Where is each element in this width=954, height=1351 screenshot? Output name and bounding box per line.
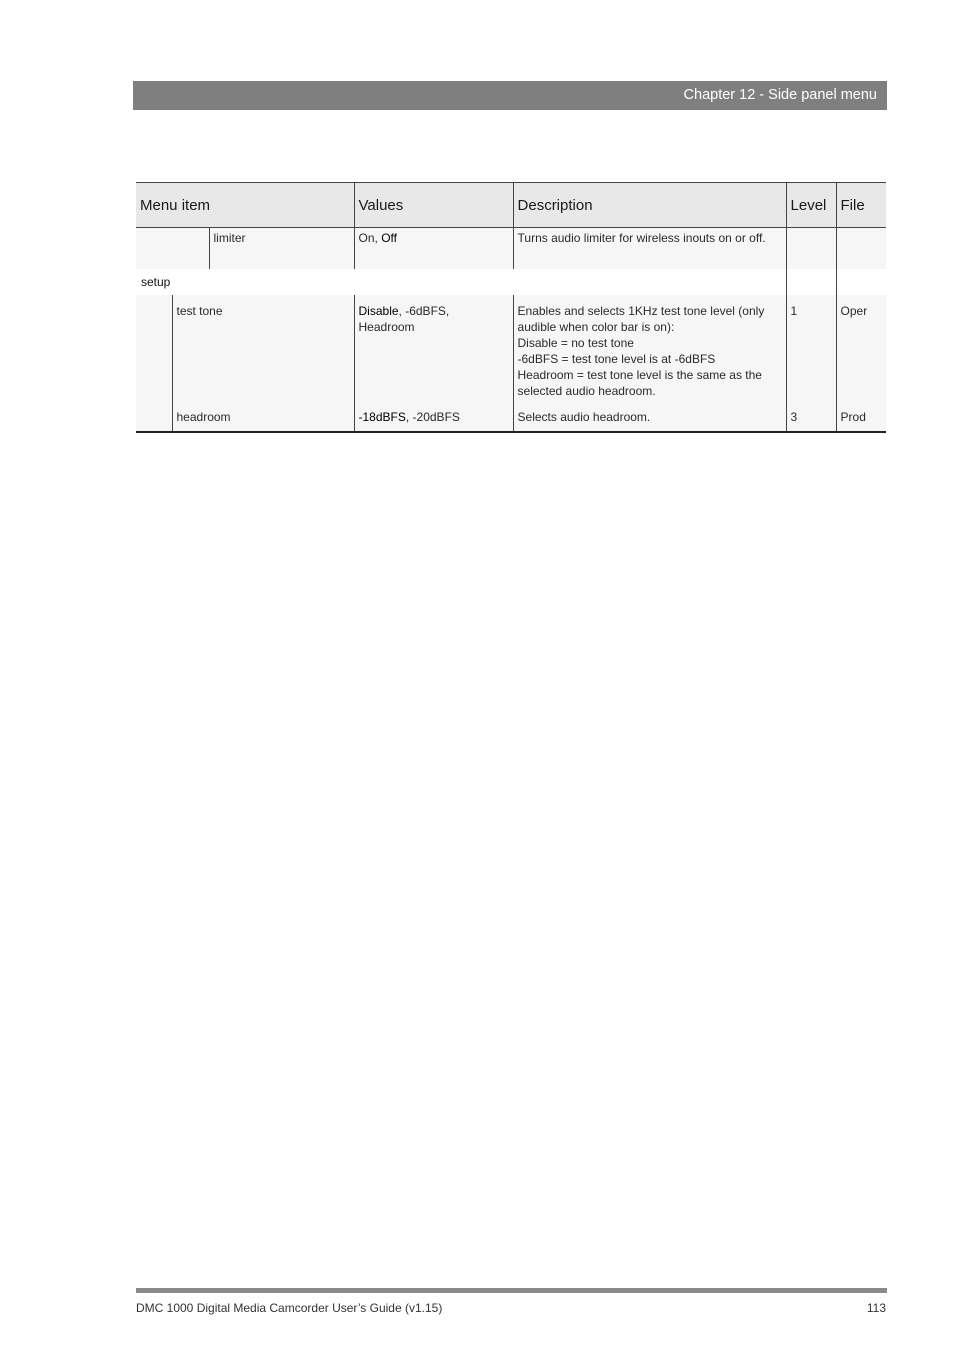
- level-setup: [786, 269, 836, 295]
- chapter-title: Chapter 12 - Side panel menu: [683, 87, 877, 103]
- values-limiter-options: On,: [358, 231, 382, 245]
- description-line: Enables and selects 1KHz test tone level (only audible when color bar is on):: [517, 303, 765, 334]
- values-test-tone-options: , -6dBFS, Headroom: [358, 303, 450, 334]
- level-limiter: [786, 228, 836, 269]
- column-header-level: Level: [786, 183, 836, 228]
- column-header-menu-item: Menu item: [136, 183, 354, 228]
- column-header-file: File: [836, 183, 886, 228]
- description-limiter: Turns audio limiter for wireless inouts on or off.: [513, 228, 786, 269]
- column-header-description: Description: [513, 183, 786, 228]
- table-row-setup: [136, 269, 886, 295]
- menu-table: [136, 182, 886, 433]
- footer-document-title: DMC 1000 Digital Media Camcorder User’s Guide (v1.15): [136, 1301, 443, 1315]
- chapter-header: [133, 81, 887, 110]
- table-header-row: [136, 183, 886, 228]
- menu-item-limiter: limiter: [209, 228, 354, 269]
- menu-group-setup: setup: [136, 269, 786, 295]
- level-headroom: 3: [786, 405, 836, 432]
- level-test-tone: 1: [786, 295, 836, 405]
- menu-item-headroom: headroom: [172, 405, 354, 432]
- values-headroom-options: , -20dBFS: [405, 409, 460, 424]
- file-limiter: [836, 228, 886, 269]
- values-limiter: [354, 228, 513, 269]
- file-headroom: Prod: [836, 405, 886, 432]
- indent-cell: [136, 405, 172, 432]
- values-headroom-default: -18dBFS: [358, 409, 406, 424]
- indent-cell: [136, 228, 209, 269]
- menu-item-test-tone: test tone: [172, 295, 354, 405]
- description-line: Disable = no test tone: [517, 335, 634, 350]
- table-row-limiter: [136, 228, 886, 269]
- description-line: Headroom = test tone level is the same as the selected audio headroom.: [517, 367, 762, 398]
- page-number: 113: [866, 1301, 886, 1315]
- values-test-tone-default: Disable: [358, 303, 399, 318]
- table-row-test-tone: [136, 295, 886, 405]
- description-test-tone: [513, 295, 786, 405]
- footer-rule: [136, 1288, 887, 1293]
- description-line: -6dBFS = test tone level is at -6dBFS: [517, 351, 716, 366]
- indent-cell: [136, 295, 172, 405]
- values-headroom: [354, 405, 513, 432]
- column-header-values: Values: [354, 183, 513, 228]
- table-row-headroom: [136, 405, 886, 432]
- values-test-tone: [354, 295, 513, 405]
- file-test-tone: Oper: [836, 295, 886, 405]
- values-limiter-default: Off: [381, 231, 397, 245]
- file-setup: [836, 269, 886, 295]
- description-headroom: Selects audio headroom.: [513, 405, 786, 432]
